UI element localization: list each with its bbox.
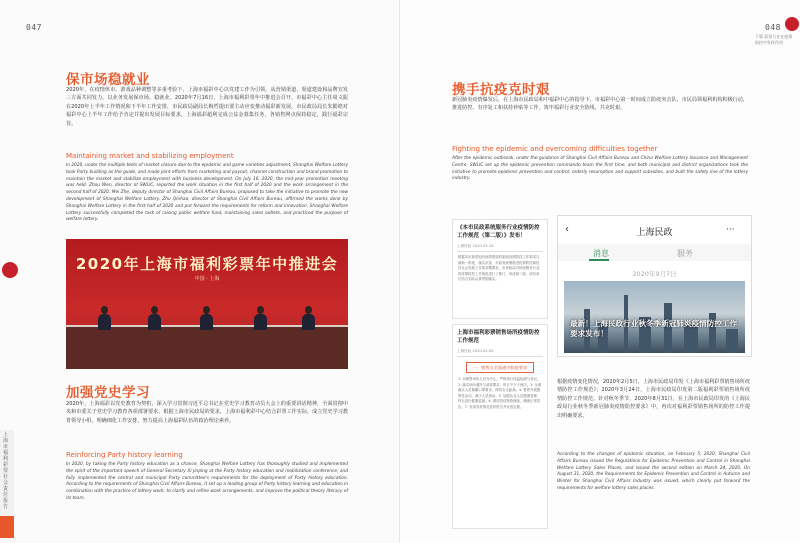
wechat-screenshot [557,215,752,357]
news-card-title: 《本市民政系统服务行业疫情防控工作规范（第二版）》发布！ [457,225,540,239]
section-body-party: 2020年，上海福彩以党史教育为契机，深入学习贯彻习近平总书记在党史学习教育动员大会上的重要讲话精神，全面贯彻中央和市委关于党史学习教育各项部署要求，根据上海市民政局的要求，上海市福利彩中心结合彩票工作实际，成立党史学习教育领导小组，明确细化工作安排，努力提高上海福彩队伍的政治理论素养。 [66,401,348,424]
welfare-lottery-logo-icon [2,262,18,278]
photo-person [98,306,110,330]
app-header [558,216,751,244]
section-title-epidemic: 携手抗疫克时艰 [452,82,550,98]
section-en-title-market: Maintaining market and stabilizing employment [66,152,234,160]
photo-table [66,327,348,369]
news-card-regulations [452,324,548,529]
section-en-body-party: In 2020, by taking the Party history education as a chance, Shanghai Welfare Lottery has thoroughly studied and implemented the spirit of the important speech of General Secretary Xi Jinping at the Party history education and mobilization conference, and fully implemented the central and municipal Party committee's requirements for the deployment of Party history education. According to the requirements of Shanghai Civil Affairs Bureau, it set up a leading group of Party history learning and education in combination with the practice of lottery work, to clarify and refine work arrangements, and improve the political theory literacy of its team. [66,462,348,501]
tab-services[interactable]: 服务 [677,249,693,258]
photo-banner-text: 2020年上海市福利彩票年中推进会 [75,255,339,273]
photo-person [148,306,160,330]
conference-photo [66,239,348,369]
back-arrow-icon[interactable]: ‹ [565,224,569,235]
app-title: 上海民政 [636,228,673,238]
tab-messages[interactable]: 消息 [593,249,609,258]
side-tab-label: 上海市福利彩票社会责任报告 [3,432,9,510]
article-headline[interactable]: 最新！上海民政行业秋冬季新冠肺炎疫情防控工作要求发布！ [570,319,738,338]
news-card-text: 1. 以销售场所人员为中心，严格执行体温检测与登记。2. 落实场所通风与消毒要求，每日不少于两次。3. 全面落实人员佩戴口罩要求，保持安全距离。4. 暂停开展聚集性活动，减少人员流动。5. 加强从业人员健康管理，每日进行健康监测。6. 做好防疫物资储备，确保正常供应。7. 发现异常情况及时报告并妥善处置。 [458,377,542,409]
section-body-market: 2020年，在疫情休市、游戏品种调整等多重考验下，上海市福彩中心以党建工作为引领，从营销渠道、渠道建设和品牌宣发三方面共同发力，以业务发展保市场、稳就业。2020年7月16日，上海市福利彩票年中推进会召开，市福彩中心主任周文振在2020年上半年工作情况和下半年工作安排，市民政局副局长梅哲提出要主动应变推动福彩新发展，市民政局局长朱勤皓对福彩中心上半年工作给予肯定并提出发展目标要求，上海福彩超利完成公益金募集任务，各销售网点保持稳定，践行福彩宗旨。 [66,87,348,127]
news-card-meta: 上海民政 2020-03-24 [457,244,494,248]
section-en-body-epidemic-2: According to the changes of epidemic situation, on February 5, 2020, Shanghai Civil Affairs Bureau issued the Regulations for Epidemic Prevention and Control in Shanghai Welfare Lottery Sales Places, and issued the second edition on March 24, 2020. On August 31, 2020, the Requirements for Epidemic Prevention and Control in Autumn and Winter for Shanghai Civil Affairs Industry was issued, which clearly put forward the requirements for welfare lottery sales places. [557,452,750,491]
news-card-meta: 上海民政 2020-02-05 [457,349,494,353]
welfare-lottery-logo-icon [785,17,799,31]
article-cover-image[interactable] [564,281,745,353]
right-header-note: 下篇 彩票行业在疫情防控中发挥作用 [755,34,793,45]
news-card-title: 上海市福利彩票销售场所疫情防控工作规范 [457,330,540,344]
message-date: 2020年9月7日 [632,270,677,278]
photo-person [254,306,266,330]
left-page-number: 047 [26,23,42,32]
section-body-epidemic-2: 根据疫情变化情况，2020年2月5日，上海市民政局印发《上海市福利彩票销售场所疫情防控工作规范》；2020年3月24日，上海市民政局印发第二版福利彩票销售场所疫情防控工作规范。针对秋冬季节，2020年8月31日，在上海市民政局印发的《上海民政局行业秋冬季新冠肺炎疫情防控要求》中，再次对福利彩票销售场所的防控工作提出明确要求。 [557,379,750,419]
news-card-regulations-v2 [452,219,548,319]
news-card-text: 根据本市新型冠状病毒感染的肺炎疫情防控工作需求与最新一阶段，落实市委、市政府统筹推进疫情防控和经济社会发展工作的部署要求，市民政局对民政服务行业的疫情防控工作规范进行了修订，形成第二版，请各单位结合实际认真贯彻落实。 [458,255,540,282]
section-title-market: 保市场稳就业 [66,72,150,88]
news-card-tag: 一、销售点全面通守防疫要求 [466,362,534,373]
section-title-party: 加强党史学习 [66,385,150,401]
tab-active-indicator [589,259,609,261]
right-page-number: 048 [765,23,781,32]
section-en-body-epidemic: After the epidemic outbreak, under the guidance of Shanghai Civil Affairs Bureau and China Welfare Lottery Issuance and Management Centre, SWLIC set up the epidemic prevention commando team the first time, and both municipal and district organizations took the initiative to promote epidemic prevention and control, orderly resumption and support subsidies, and built the safety line of the lottery industry. [452,156,748,182]
photo-person [200,306,212,330]
more-menu-icon[interactable]: ··· [726,225,735,235]
news-card-divider [457,251,543,252]
photo-person [302,306,314,330]
side-tab-accent [0,516,14,538]
section-en-title-epidemic: Fighting the epidemic and overcoming difficulties together [452,145,658,153]
news-card-divider [457,356,543,357]
section-body-epidemic: 新冠肺炎疫情爆发后，在上海市民政局和中福彩中心的指导下，市福彩中心第一时间成立防疫突击队，市民局领福利机构积极行动，推进防控、有序复工和扶持补贴等工作，筑牢福彩行业安全防线，共克时艰。 [452,97,748,112]
app-tabs [558,244,751,261]
section-en-title-party: Reinforcing Party history learning [66,451,183,459]
section-en-body-market: In 2020, under the multiple tests of market closure due to the epidemic and game varieties adjustment, Shanghai Welfare Lottery took Party building as the guide, and made joint efforts from marketing and payout, channel construction and brand promotion to maintain the market and stabilize employment with business development. On July 16, 2020, the mid-year promotion meeting was held. Zhou Wen, director of SWLIC, reported the work situation in the first half of 2020 and the work arrangement in the second half of 2020. Mei Zhe, deputy director of Shanghai Civil Affairs Bureau, proposed to take the initiative to promote the new development of Shanghai Welfare Lottery. Zhu Qinhao, director of Shanghai Civil Affairs Bureau, affirmed the works done by Shanghai Welfare Lottery in the first half of 2020 and put forward the requirements for reform and innovation. Shanghai Welfare Lottery successfully completed the task of raising public welfare fund, maintaining sales outlets, and practiced the purpose of welfare lottery. [66,163,348,223]
photo-banner-subtext: 中国 · 上海 [194,276,220,282]
